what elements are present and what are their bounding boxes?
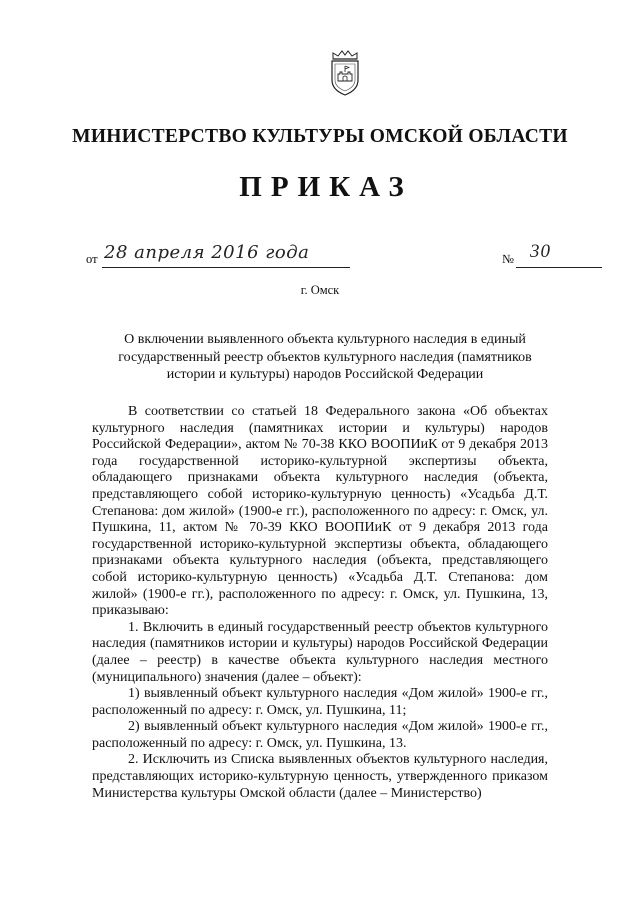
date-underline bbox=[102, 267, 350, 268]
city: г. Омск bbox=[300, 283, 340, 297]
number-prefix: № bbox=[502, 252, 514, 266]
date-prefix: от bbox=[86, 252, 98, 266]
item-1-paragraph: 1. Включить в единый государственный реестр объектов культурного наследия (памятников истории и культуры) народов Российской Федерации (далее – реестр) в качестве объекта культурного наследия местного (муниципального) значения (далее – объект): bbox=[92, 619, 548, 685]
item-1-1-paragraph: 1) выявленный объект культурного наследия «Дом жилой» 1900-е гг., расположенный по адресу: г. Омск, ул. Пушкина, 11; bbox=[92, 686, 548, 718]
handwritten-date: 28 апреля 2016 года bbox=[104, 242, 310, 263]
item-1-2-paragraph: 2) выявленный объект культурного наследия «Дом жилой» 1900-е гг., расположенный по адресу: г. Омск, ул. Пушкина, 13. bbox=[92, 719, 548, 751]
date-line bbox=[86, 242, 310, 267]
omsk-coat-of-arms-icon bbox=[328, 50, 362, 96]
document-body bbox=[92, 404, 548, 802]
document-subject: О включении выявленного объекта культурного наследия в единый государственный реестр объектов культурного наследия (памятников истории и культуры) народов Российской Федерации bbox=[118, 332, 532, 383]
number-underline bbox=[516, 267, 602, 268]
handwritten-number: 30 bbox=[530, 241, 551, 262]
ministry-name: МИНИСТЕРСТВО КУЛЬТУРЫ ОМСКОЙ ОБЛАСТИ bbox=[72, 126, 568, 147]
item-2-paragraph: 2. Исключить из Списка выявленных объектов культурного наследия, представляющих историко-культурную ценность, утвержденного приказом Министерства культуры Омской области (далее – Министерство) bbox=[92, 752, 548, 801]
number-line bbox=[502, 241, 551, 267]
document-type-title: ПРИКАЗ bbox=[239, 171, 413, 203]
preamble-paragraph: В соответствии со статьей 18 Федерального закона «Об объектах культурного наследия (памятниках истории и культуры) народов Российской Федерации», актом № 70-38 ККО ВООПИиК от 9 декабря 2013 года государственной историко-культурной экспертизы объекта, обладающего признаками объекта культурного наследия (объекта, представляющего собой историко-культурную ценность) «Усадьба Д.Т. Степанова: дом жилой» (1900-е гг.), расположенного по адресу: г. Омск, ул. Пушкина, 11, актом № 70-39 ККО ВООПИиК от 9 декабря 2013 года государственной историко-культурной экспертизы объекта, обладающего признаками объекта культурного наследия (объекта, представляющего собой историко-культурную ценность) «Усадьба Д.Т. Степанова: дом жилой» (1900-е гг.), расположенного по адресу: г. Омск, ул. Пушкина, 13, приказываю: bbox=[92, 404, 548, 619]
